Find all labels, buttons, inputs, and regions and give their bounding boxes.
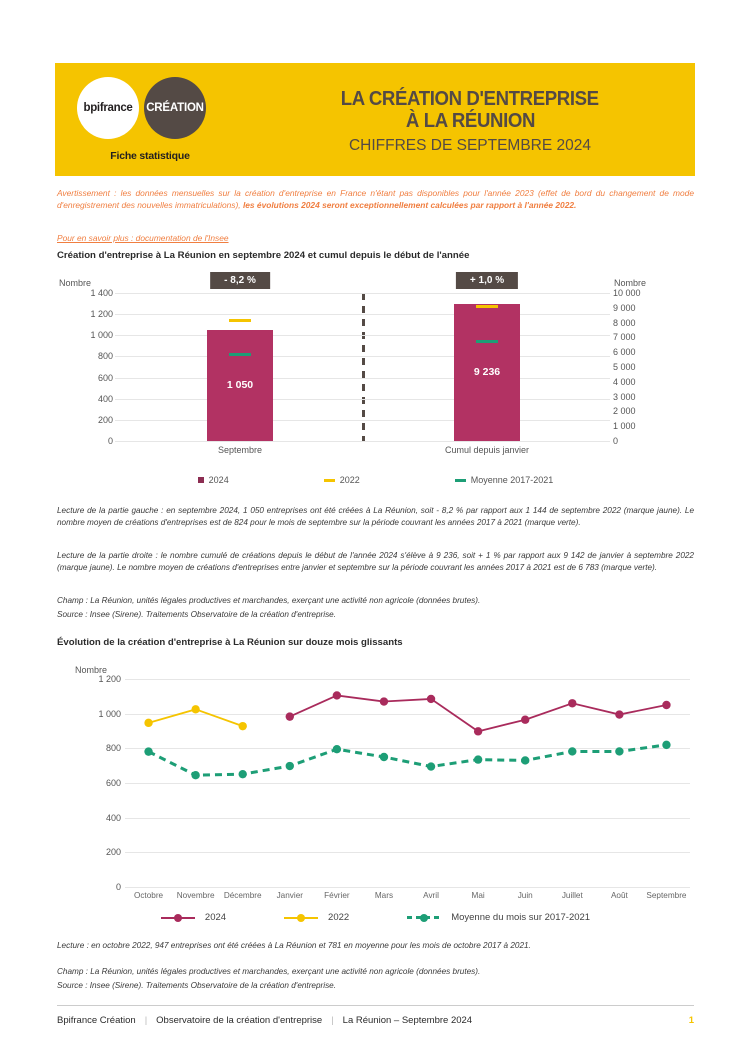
legend-swatch-icon [455,479,466,482]
warning-text-normal: Avertissement : les données mensuelles sur la création d'entreprise en France n'étant pas disponibles pour l'année 2023 (effet de bord du changement de mode d'enregistrement des nouvelles immatriculations), [57,188,694,210]
series-point [521,716,529,724]
line-chart-xlabel: Octobre [133,891,164,900]
header-subtitle: CHIFFRES DE SEPTEMBRE 2024 [348,137,592,155]
evolution-badge: + 1,0 % [456,272,518,289]
section1-note-source: Source : Insee (Sirene). Traitements Observatoire de la création d'entreprise. [57,610,337,619]
gridline [115,356,610,357]
series-point [144,719,152,727]
footer [57,1015,694,1026]
legend-swatch-icon [324,479,335,482]
line-chart [57,665,694,905]
legend-dot-icon [297,914,305,922]
header-titles [245,63,695,176]
legend-item [161,912,226,923]
footer-separator-2: | [331,1015,334,1026]
series-point [239,722,247,730]
legend-dot-icon [174,914,182,922]
series-point [239,770,247,778]
bar-chart-ytick-right: 5 000 [613,362,636,372]
line-chart-plot-area [125,679,690,900]
bar-chart-ytick-left: 1 200 [90,309,113,320]
section2-note-source: Source : Insee (Sirene). Traitements Observatoire de la création d'entreprise. [57,981,337,990]
marker-moyenne [229,353,251,356]
series-point [662,741,670,749]
header-title-line2: À LA RÉUNION [405,110,535,132]
bar-chart-ytick-left: 400 [97,393,113,404]
bar-chart-ytick-left: 800 [97,351,113,362]
section1-title: Création d'entreprise à La Réunion en septembre 2024 et cumul depuis le début de l'année [57,250,470,261]
section1-note-lecture-gauche: Lecture de la partie gauche : en septembre 2024, 1 050 entreprises ont été créées à La Réunion, soit - 8,2 % par rapport aux 1 144 de septembre 2022 (marque jaune). Le nombre moyen de créations d'entreprises est de 824 pour le mois de septembre sur la période couvrant les années 2017 à 2021 (marque verte). [57,506,694,527]
bar-value-label: 9 236 [473,365,501,378]
legend-item [407,912,590,923]
line-chart-ytick: 400 [105,812,121,823]
bpifrance-logo-icon [77,77,139,139]
bar-chart-ytick-right: 1 000 [613,421,636,432]
line-chart-ytick: 600 [105,778,121,788]
bar [454,304,520,441]
brand-block [55,63,245,176]
bar-chart-ytick-left: 0 [107,436,113,446]
line-chart-xlabel: Juillet [561,891,583,900]
line-chart-xlabel: Avril [423,891,439,900]
marker-moyenne [476,340,498,343]
evolution-badge: - 8,2 % [210,272,270,289]
header-title-line1: LA CRÉATION D'ENTREPRISE [341,87,599,110]
line-chart-yaxis [63,674,121,892]
line-chart-xlabel: Décembre [223,891,262,900]
bar-chart-ytick-right: 2 000 [613,406,636,417]
bar-chart-ytick-left: 1 000 [90,330,113,341]
series-line [290,695,667,731]
creation-logo-text: CRÉATION [146,102,204,114]
bar-chart-ytick-right: 9 000 [613,302,636,313]
gridline [115,378,610,379]
section1-note-lecture-droite: Lecture de la partie droite : le nombre cumulé de créations depuis le début de l'année 2024 s'élève à 9 236, soit + 1 % par rapport aux 9 142 de janvier à septembre 2022 (marque jaune). Le nombre moyen de créations d'entreprises entre janvier et septembre sur la période couvrant les années 2017 à 2021 est de 6 783 (marque verte). [57,551,694,572]
marker-2022 [229,319,251,322]
bar-chart-plot-area [115,275,610,455]
series-point [380,697,388,705]
bar-chart-yaxis-right [613,288,673,446]
legend-label: 2024 [204,912,227,923]
series-point [427,695,435,703]
bar-chart-ytick-right: 3 000 [613,391,636,402]
gridline [115,399,610,400]
legend-label: Moyenne du mois sur 2017-2021 [451,912,591,923]
line-chart-xlabel: Mai [471,891,485,900]
series-point [474,727,482,735]
series-point [662,701,670,709]
bar-chart-ylabel-left: Nombre [59,278,92,288]
legend-label: 2024 [208,475,229,485]
bar-chart-legend [57,475,694,485]
bar-chart-ytick-right: 8 000 [613,317,636,328]
legend-dot-icon [420,914,428,922]
line-chart-ytick: 800 [105,743,121,754]
line-chart-ytick: 0 [115,882,121,892]
gridline [115,441,610,442]
bar-chart-ytick-right: 0 [613,436,619,446]
warning-text [57,188,694,212]
series-point [568,747,576,755]
bar-chart-ytick-right: 6 000 [613,347,636,358]
series-point [568,699,576,707]
series-point [333,745,341,753]
footer-separator-1: | [144,1015,148,1026]
series-line [149,745,667,775]
series-point [380,753,388,761]
gridline [115,420,610,421]
legend-item [455,475,554,485]
line-chart-xlabel: Février [324,891,350,900]
bar-chart [57,275,694,468]
header-banner [55,63,695,176]
legend-line-icon [407,916,441,919]
line-chart-ytick: 200 [105,847,121,858]
line-chart-xlabel: Juin [517,891,533,900]
footer-divider [57,1005,694,1006]
series-point [615,710,623,718]
bar-value-label: 1 050 [226,378,254,391]
bar-chart-yaxis-left [57,288,113,446]
gridline [115,293,610,294]
gridline [115,335,610,336]
bar [207,330,273,441]
bar-chart-ytick-right: 10 000 [613,288,641,298]
legend-label: 2022 [328,912,350,923]
bar-chart-ytick-left: 200 [97,414,113,425]
legend-item [198,475,229,485]
bar-chart-xlabel: Septembre [217,445,263,455]
marker-2022 [476,305,498,308]
legend-item [284,912,349,923]
bar-chart-ytick-right: 4 000 [613,376,636,387]
page-number: 1 [688,1015,694,1026]
series-point [427,762,435,770]
series-point [521,756,529,764]
section1-note-champ: Champ : La Réunion, unités légales productives et marchandes, exerçant une activité non agricole (données brutes). [57,596,481,605]
panel-divider [362,293,365,441]
section2-title: Évolution de la création d'entreprise à La Réunion sur douze mois glissants [57,637,403,648]
bar-chart-ytick-right: 7 000 [613,332,636,343]
line-chart-xlabel: Novembre [176,891,215,900]
series-point [333,691,341,699]
gridline [115,314,610,315]
line-chart-legend [57,912,694,923]
line-chart-xlabel: Septembre [646,891,687,900]
legend-line-icon [161,917,195,919]
line-chart-ytick: 1 200 [98,674,121,684]
series-point [144,747,152,755]
legend-swatch-icon [198,477,204,483]
footer-item-bpifrance: Bpifrance Création [57,1015,136,1026]
line-chart-xlabel: Janvier [276,891,303,900]
bar-chart-ylabel-right: Nombre [614,278,647,288]
section2-note-champ: Champ : La Réunion, unités légales productives et marchandes, exerçant une activité non agricole (données brutes). [57,967,481,976]
legend-line-icon [284,917,318,919]
line-chart-ylabel: Nombre [75,665,108,675]
line-chart-ytick: 1 000 [98,708,121,719]
insee-documentation-link[interactable]: Pour en savoir plus : documentation de l'Insee [57,233,229,243]
series-point [286,762,294,770]
fiche-statistique-label: Fiche statistique [110,150,190,162]
warning-text-bold: les évolutions 2024 seront exceptionnellement calculées par rapport à l'année 2022. [242,199,577,210]
legend-label: 2022 [339,475,360,485]
legend-item [324,475,360,485]
line-chart-series [125,679,690,887]
gridline [125,887,690,888]
series-point [191,705,199,713]
footer-item-region: La Réunion – Septembre 2024 [342,1015,473,1026]
bar-chart-xlabel: Cumul depuis janvier [444,445,530,455]
section2-note-lecture: Lecture : en octobre 2022, 947 entreprises ont été créées à La Réunion et 781 en moyenne pour les mois de octobre 2017 à 2021. [57,941,531,950]
footer-item-observatoire: Observatoire de la création d'entreprise [156,1015,323,1026]
series-point [286,712,294,720]
line-chart-xlabel: Août [610,891,628,900]
legend-label: Moyenne 2017-2021 [470,475,554,485]
creation-logo-icon [144,77,206,139]
bar-chart-ytick-left: 1 400 [90,288,113,298]
series-point [615,747,623,755]
bar-chart-ytick-left: 600 [97,372,113,383]
line-chart-xlabel: Mars [374,891,394,900]
series-point [191,771,199,779]
series-point [474,755,482,763]
bpifrance-logo-text: bpifrance [83,102,133,114]
